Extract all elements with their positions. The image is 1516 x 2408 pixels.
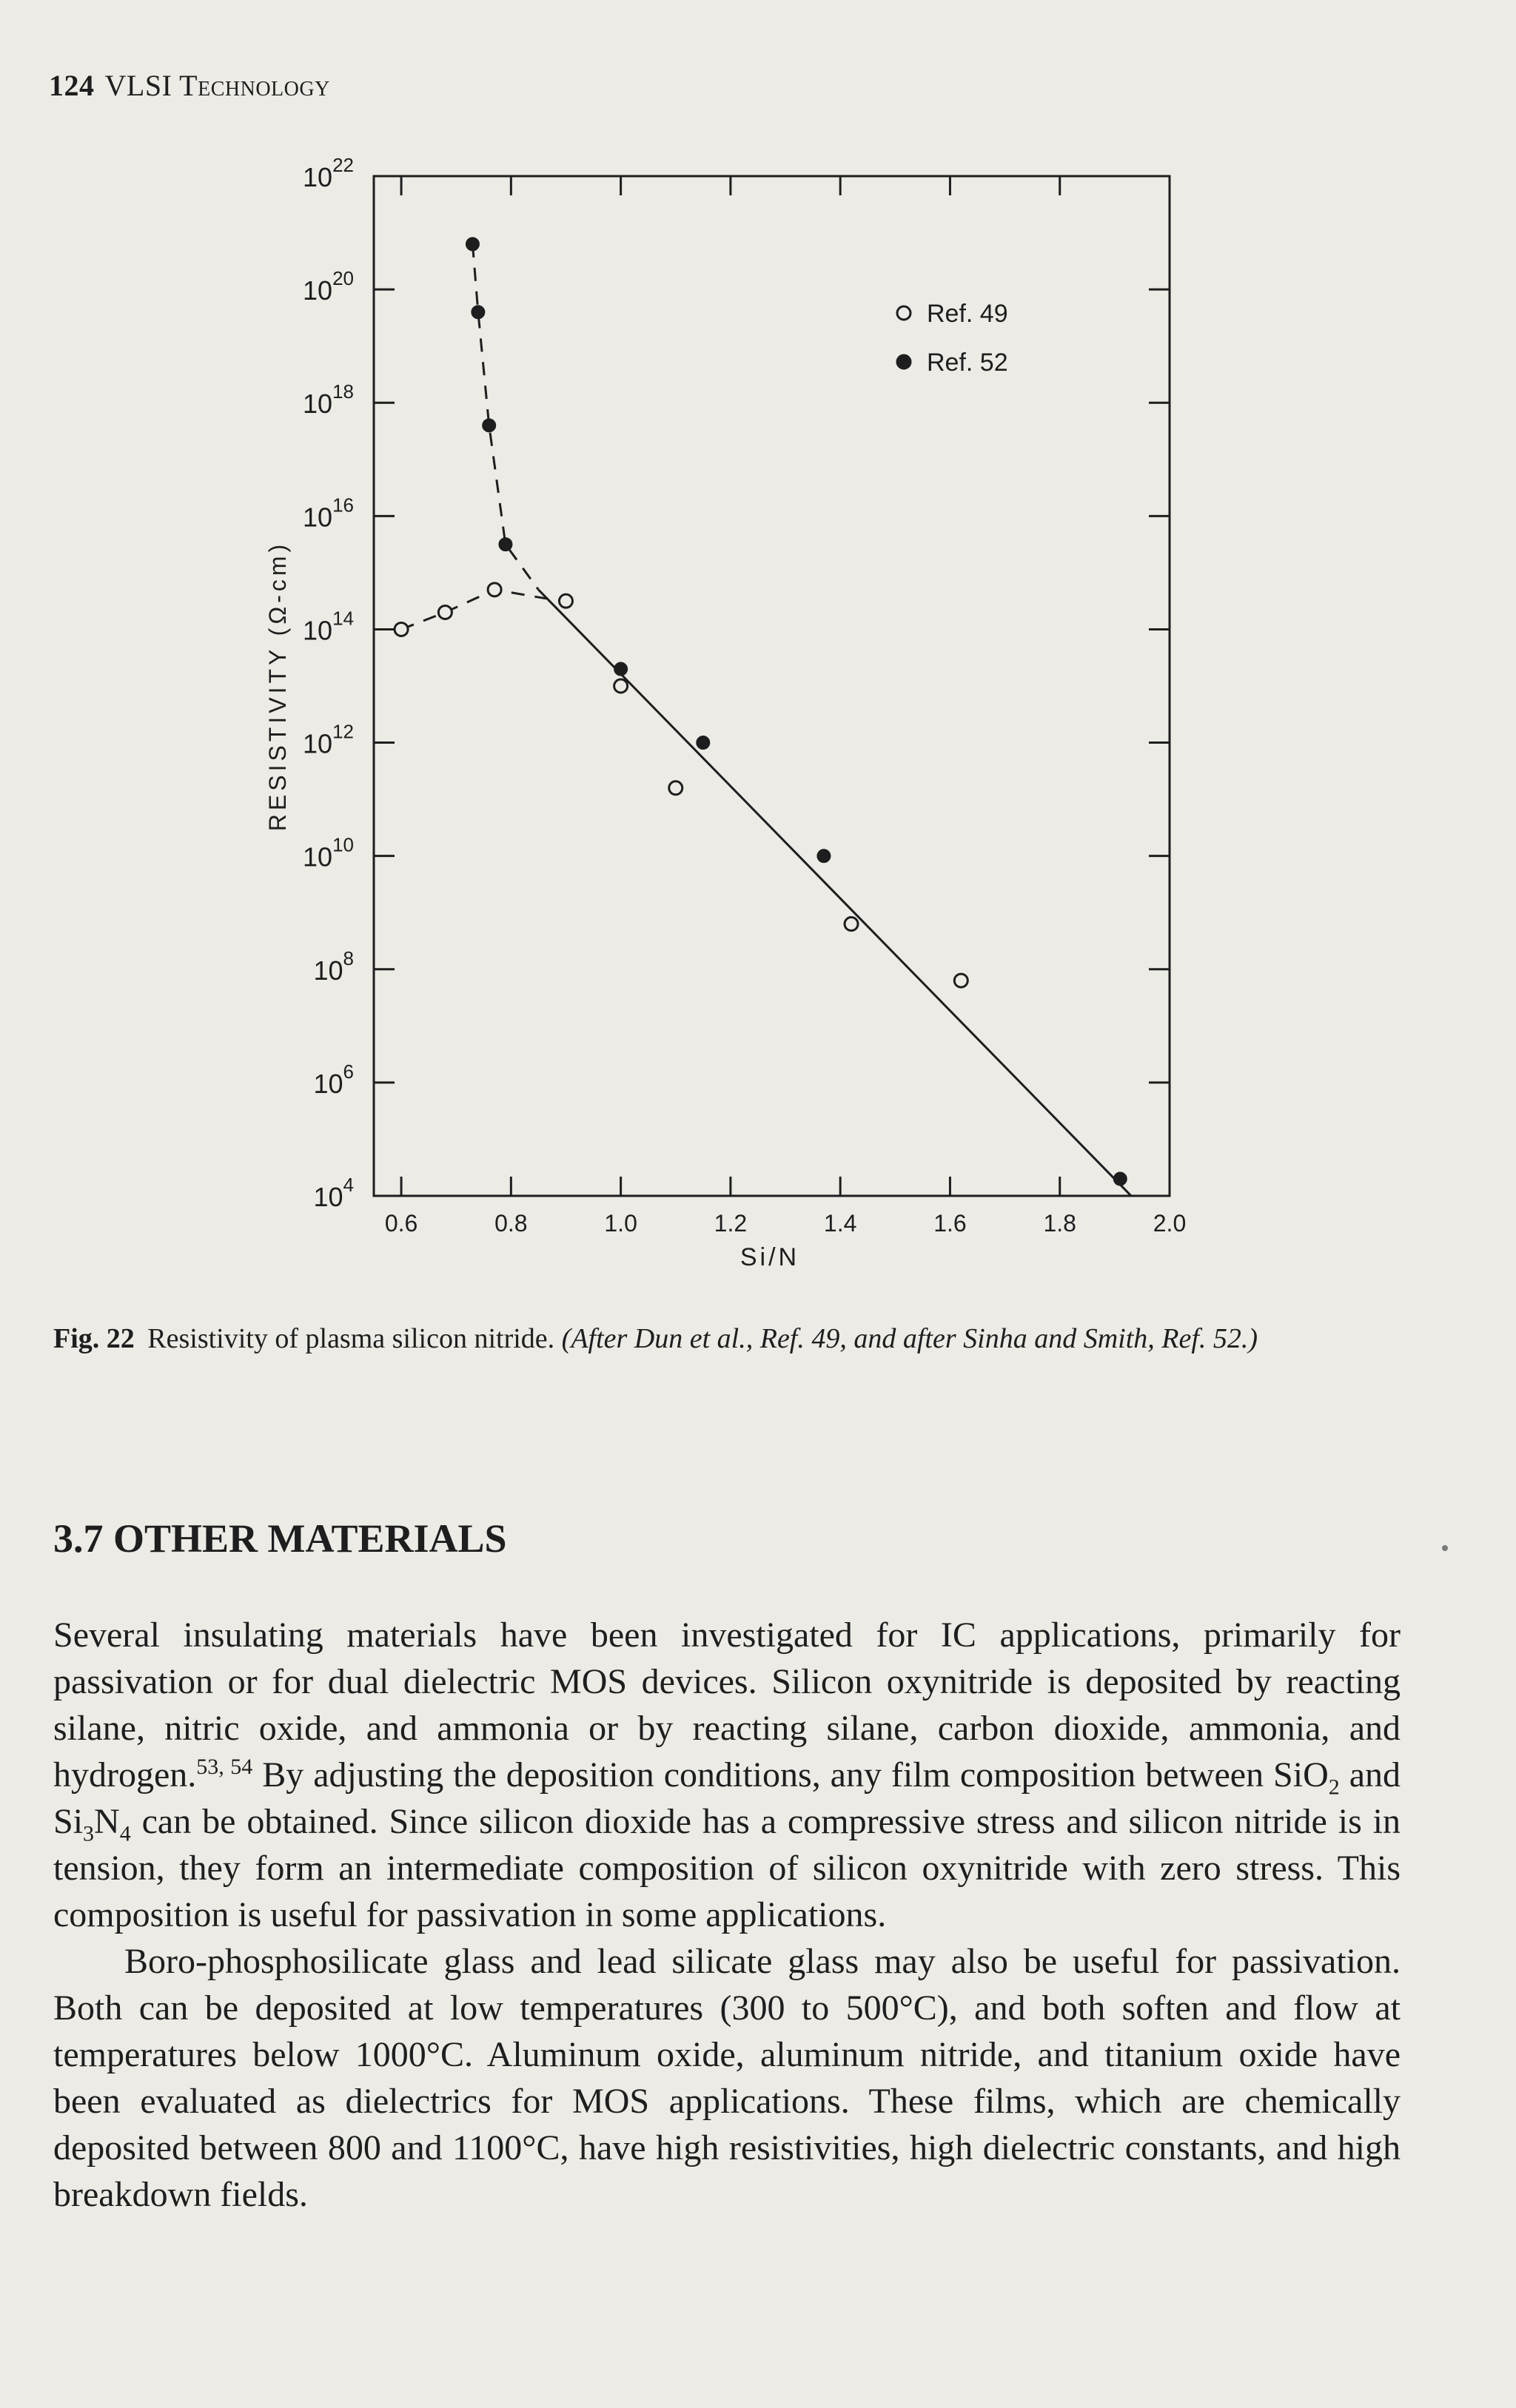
data-point-ref52: [500, 539, 512, 551]
legend-label: Ref. 52: [927, 349, 1008, 377]
data-point-ref52: [472, 306, 484, 318]
data-point-ref52: [615, 663, 627, 675]
x-tick-label: 0.6: [384, 1210, 418, 1237]
si3n4-sub1: 3: [83, 1821, 95, 1846]
x-tick-label: 1.4: [823, 1210, 857, 1237]
caption-text: Resistivity of plasma silicon nitride.: [147, 1323, 555, 1354]
page-number: 124: [49, 69, 95, 102]
si3n4-n: N: [94, 1802, 120, 1841]
y-tick-label: $10^8$: [313, 946, 354, 986]
y-tick-label: $10^{10}$: [303, 833, 354, 872]
si3n4-sub2: 4: [119, 1821, 131, 1846]
data-point-ref52: [466, 238, 478, 250]
figure-caption: [53, 1321, 1401, 1356]
paragraph-2: Boro-phosphosilicate glass and lead silicate glass may also be useful for passivation. Both can be deposited at low temperatures (300 to 500°C), and both soften and flow at temperatures below 1000°C. Aluminum oxide, aluminum nitride, and titanium oxide have been evaluated as dielectrics for MOS applications. These films, which are chemically deposited between 800 and 1100°C, have high resistivities, high dielectric constants, and high breakdown fields.: [53, 1942, 1401, 2214]
x-tick-label: 1.2: [714, 1210, 748, 1237]
legend-marker: [897, 306, 910, 320]
data-point-ref49: [614, 679, 628, 693]
data-point-ref52: [1114, 1173, 1126, 1185]
data-point-ref52: [697, 737, 709, 749]
y-tick-label: $10^{16}$: [303, 494, 354, 533]
p1-text-a: Several insulating materials have been investigated for IC applications, primarily for passivation or for dual dielectric MOS devices. Silicon oxynitride is deposited by reacting silane, nitric oxide, and ammonia or by reacting silane, carbon dioxide, ammonia, and hydrogen.: [53, 1615, 1401, 1795]
y-tick-label: $10^{20}$: [303, 267, 354, 306]
p1-text-b: By adjusting the deposition conditions, any film composition between: [252, 1755, 1274, 1795]
si3n4-si: Si: [53, 1802, 84, 1841]
p1-and: and: [1339, 1755, 1401, 1795]
running-title: VLSI Technology: [104, 69, 330, 102]
x-tick-label: 0.8: [494, 1210, 528, 1237]
footnote-ref: 53, 54: [196, 1755, 253, 1779]
sio2-formula: [1273, 1755, 1340, 1800]
y-tick-label: $10^{14}$: [303, 607, 354, 646]
data-point-ref49: [395, 622, 408, 636]
x-tick-label: 2.0: [1153, 1210, 1187, 1237]
x-axis-label: Si/N: [739, 1243, 800, 1271]
x-tick-label: 1.6: [933, 1210, 967, 1237]
data-point-ref49: [669, 781, 682, 795]
y-tick-label: $10^{22}$: [303, 154, 354, 192]
y-axis-label: RESISTIVITY (Ω-cm): [264, 540, 291, 832]
legend-marker: [897, 355, 910, 369]
solid-trend-line: [538, 590, 1131, 1196]
plot-frame: [374, 176, 1170, 1196]
data-point-ref49: [954, 974, 967, 987]
y-tick-label: $10^{18}$: [303, 380, 354, 420]
paragraph-1: [53, 1612, 1401, 1938]
sio2-base: SiO: [1273, 1755, 1329, 1795]
si3n4-formula: [53, 1802, 131, 1846]
legend-label: Ref. 49: [927, 300, 1008, 328]
figure-label: Fig. 22: [53, 1323, 135, 1354]
stray-mark: [1442, 1545, 1448, 1551]
y-tick-label: $10^{12}$: [303, 720, 354, 759]
x-tick-label: 1.0: [604, 1210, 637, 1237]
data-point-ref52: [818, 850, 830, 862]
data-point-ref49: [559, 594, 572, 608]
y-tick-label: $10^4$: [313, 1174, 354, 1212]
x-tick-label: 1.8: [1043, 1210, 1076, 1237]
data-point-ref49: [438, 605, 452, 619]
p1-text-c: can be obtained. Since silicon dioxide has a compressive stress and silicon nitride is in tension, they form an intermediate composition of silicon oxynitride with zero stress. This composition is useful for passivation in some applications.: [53, 1802, 1401, 1934]
sio2-sub: 2: [1328, 1775, 1340, 1800]
data-point-ref49: [845, 918, 858, 931]
data-point-ref52: [483, 420, 495, 431]
section-heading: 3.7 OTHER MATERIALS: [53, 1516, 507, 1561]
body-text: [53, 1612, 1401, 2218]
dashed-trend-curve: [401, 590, 566, 630]
data-point-ref49: [488, 583, 501, 596]
y-tick-label: $10^6$: [313, 1060, 354, 1099]
caption-credit: (After Dun et al., Ref. 49, and after Sinha and Smith, Ref. 52.): [561, 1323, 1258, 1354]
